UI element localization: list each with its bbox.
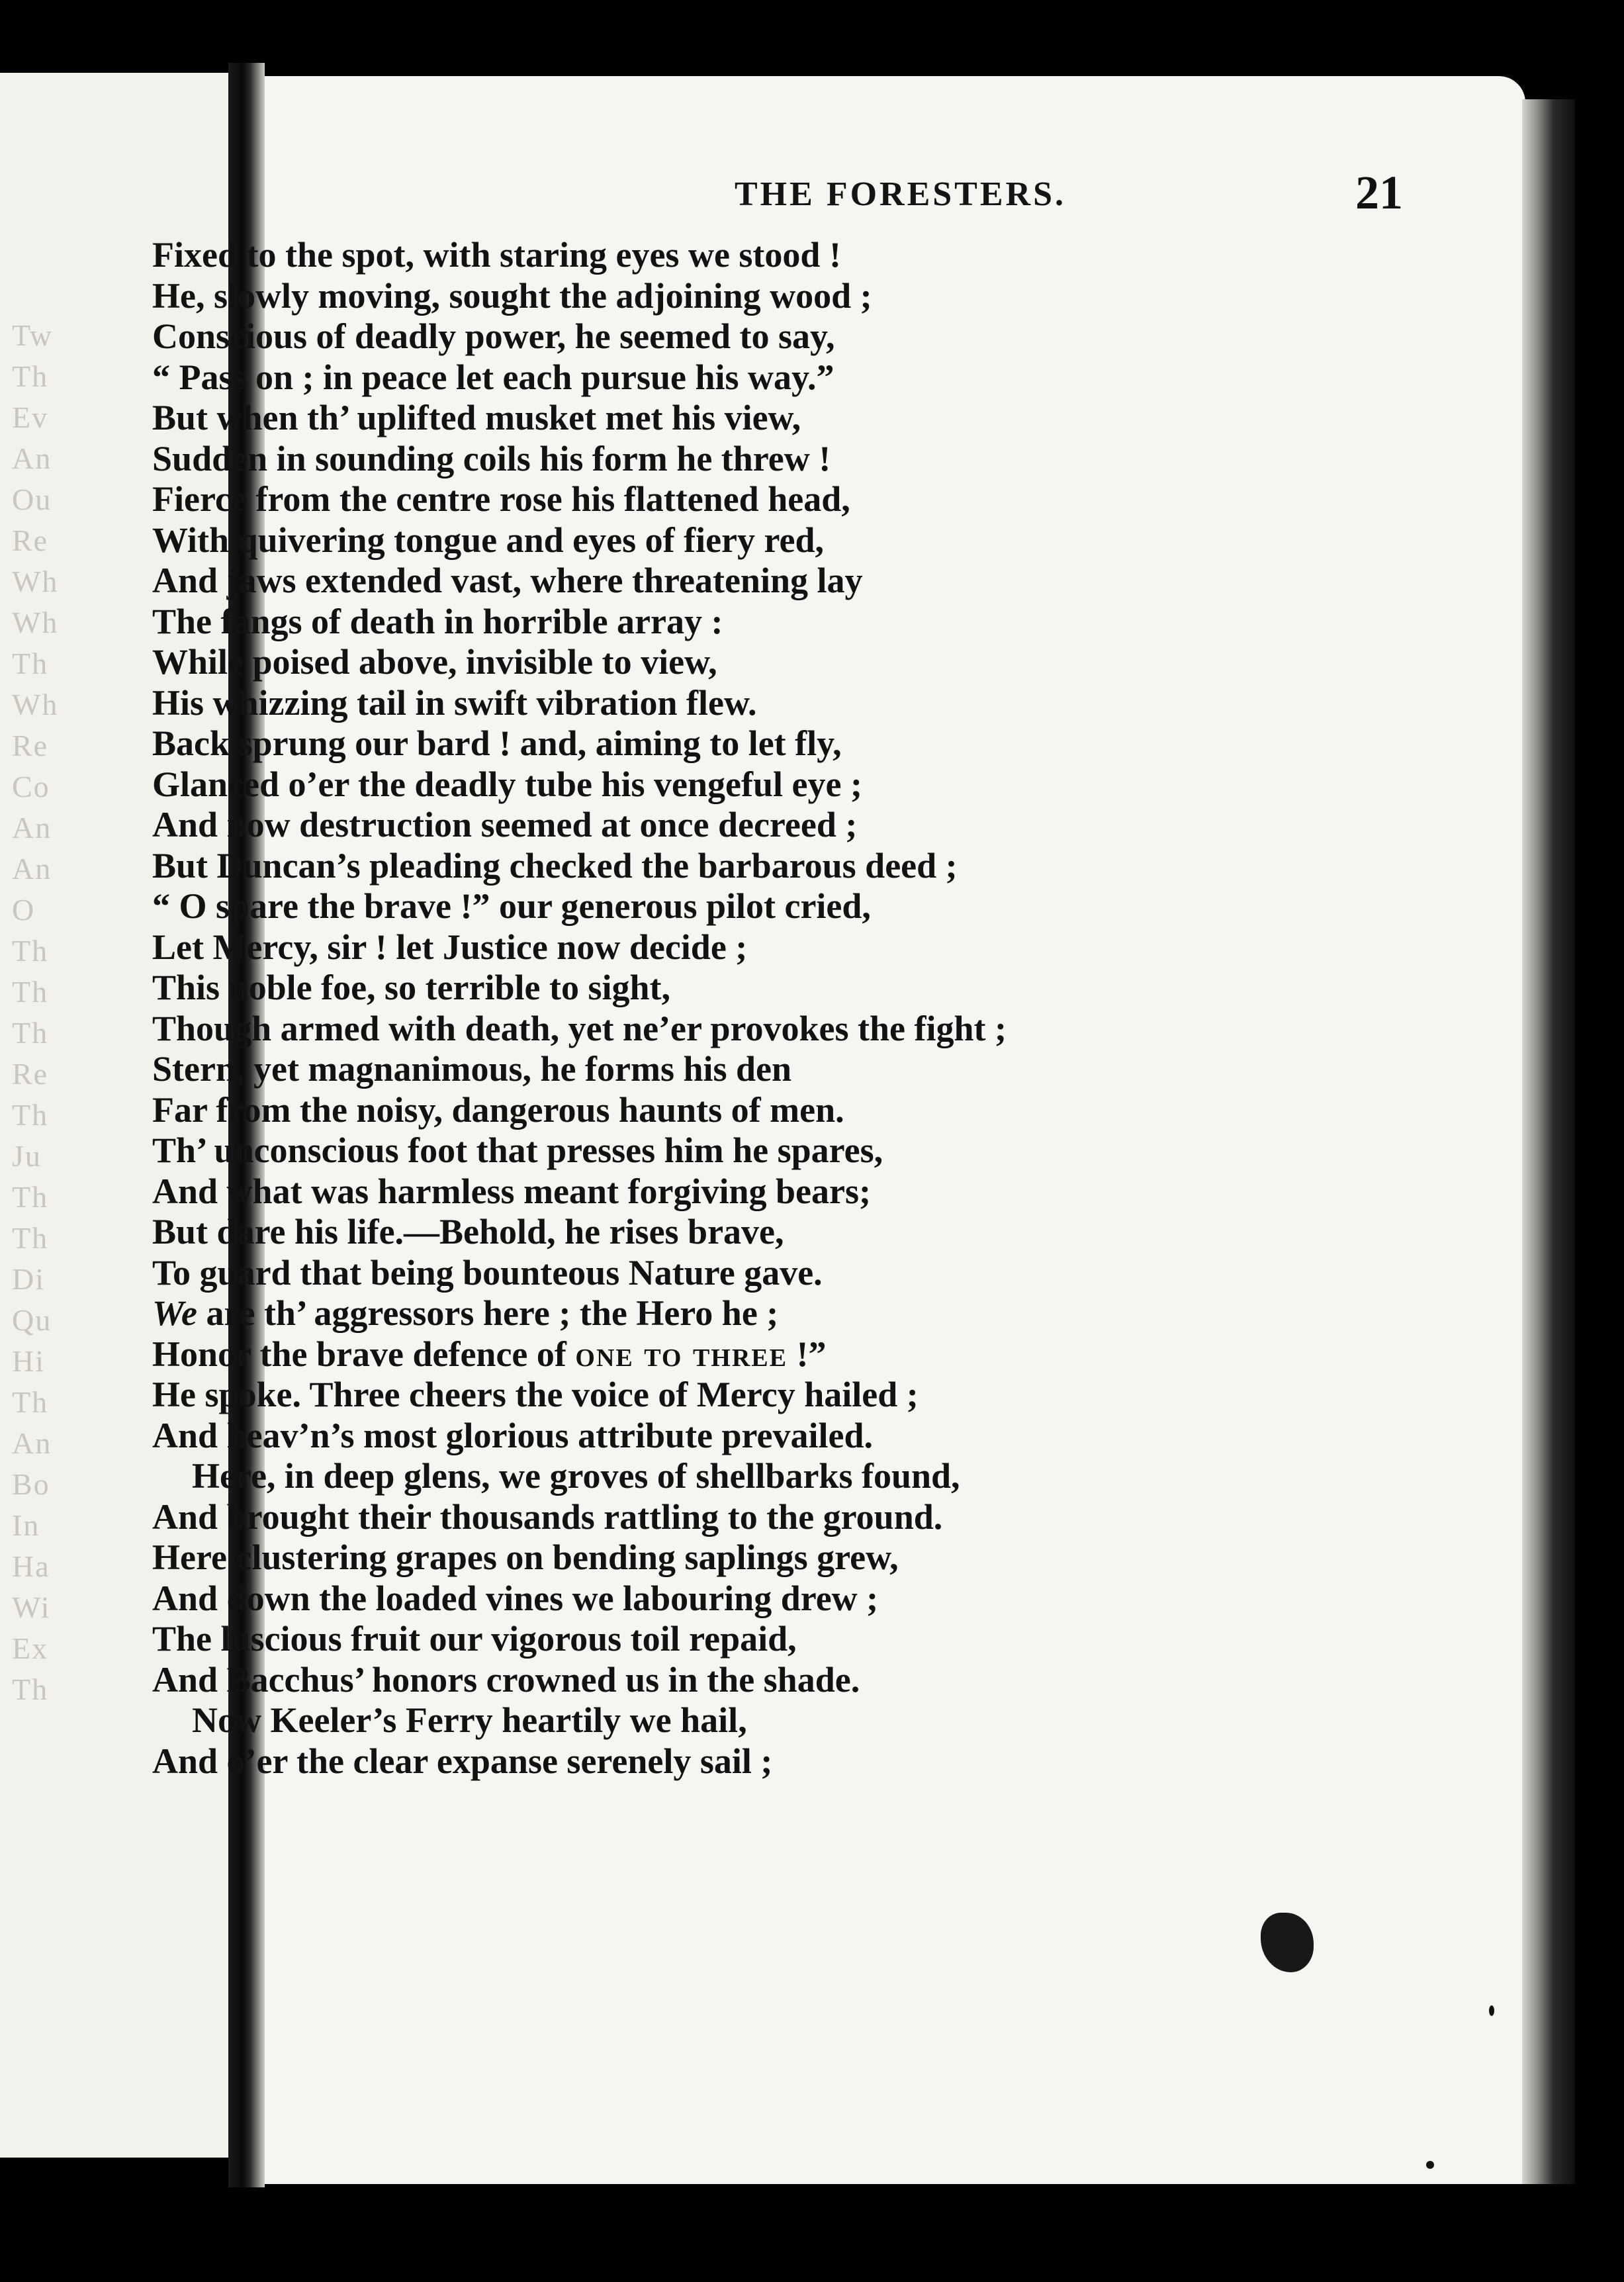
facing-page-fragment: Ex: [12, 1631, 49, 1665]
poem-line: And what was harmless meant forgiving bears;: [152, 1171, 871, 1211]
poem-line: Though armed with death, yet ne’er provokes the fight ;: [152, 1008, 1007, 1048]
facing-page-fragment: Th: [12, 1016, 49, 1050]
facing-page-fragment: Th: [12, 1672, 49, 1706]
italic-word: We: [152, 1293, 197, 1333]
poem-line: And heav’n’s most glorious attribute prevailed.: [152, 1415, 874, 1455]
facing-page-fragment: An: [12, 441, 52, 475]
facing-page-fragment: Wi: [12, 1590, 51, 1624]
facing-page-fragment: An: [12, 852, 52, 886]
facing-page-fragment: Bo: [12, 1467, 50, 1501]
poem-line: He, slowly moving, sought the adjoining wood ;: [152, 275, 872, 316]
poem-line-italic-we: [152, 1293, 1257, 1334]
poem-line: And Bacchus’ honors crowned us in the shade.: [152, 1659, 860, 1700]
poem-line: Back sprung our bard ! and, aiming to let fly,: [152, 723, 842, 763]
line-start: Honor the brave defence of: [152, 1334, 576, 1374]
poem-line: Far from the noisy, dangerous haunts of men.: [152, 1089, 844, 1130]
running-head: [463, 165, 1403, 225]
facing-page-fragment: Di: [12, 1262, 45, 1296]
poem-line: Here, in deep glens, we groves of shellbarks found,: [192, 1456, 960, 1496]
poem-line: While poised above, invisible to view,: [152, 642, 717, 682]
facing-page-fragment: Re: [12, 729, 49, 762]
small-caps-phrase: one to three: [575, 1334, 788, 1374]
facing-page-fragment: An: [12, 811, 52, 844]
line-rest: are th’ aggressors here ; the Hero he ;: [197, 1293, 779, 1333]
ink-speck: [1489, 2005, 1494, 2016]
poem-line: With quivering tongue and eyes of fiery red,: [152, 520, 825, 560]
facing-page-fragment: O: [12, 893, 36, 927]
poem-line: But when th’ uplifted musket met his view,: [152, 398, 801, 437]
page-number: 21: [1355, 166, 1403, 219]
poem-text: [152, 235, 1257, 1782]
poem-line: But Duncan’s pleading checked the barbarous deed ;: [152, 845, 958, 886]
facing-page-fragment: Re: [12, 524, 49, 557]
poem-line: Th’ unconscious foot that presses him he spares,: [152, 1130, 883, 1170]
facing-page-fragment: Tw: [12, 318, 54, 352]
poem-line: Sudden in sounding coils his form he threw !: [152, 438, 831, 479]
poem-line: And brought their thousands rattling to the ground.: [152, 1496, 943, 1537]
poem-line: Let Mercy, sir ! let Justice now decide ;: [152, 927, 748, 967]
poem-line: Fierce from the centre rose his flattened head,: [152, 479, 850, 519]
facing-page-fragment: Ha: [12, 1549, 50, 1583]
poem-line: And jaws extended vast, where threatening lay: [152, 561, 863, 600]
poem-line: To guard that being bounteous Nature gave.: [152, 1252, 823, 1293]
facing-page-fragment: Ev: [12, 400, 49, 434]
poem-line: Here clustering grapes on bending saplings grew,: [152, 1537, 899, 1577]
poem-line: And now destruction seemed at once decreed ;: [152, 805, 858, 844]
poem-line: Fixed to the spot, with staring eyes we stood !: [152, 235, 841, 275]
poem-line: Now Keeler’s Ferry heartily we hail,: [192, 1700, 747, 1740]
facing-page-fragment: Wh: [12, 565, 59, 598]
page-edge: [1522, 99, 1575, 2184]
poem-line: And down the loaded vines we labouring drew ;: [152, 1578, 879, 1618]
poem-line: His whizzing tail in swift vibration flew.: [152, 682, 757, 723]
line-end: !”: [788, 1334, 827, 1374]
facing-page-fragment: Th: [12, 934, 49, 968]
poem-line: This noble foe, so terrible to sight,: [152, 968, 670, 1007]
poem-line: The luscious fruit our vigorous toil repaid,: [152, 1619, 797, 1659]
facing-page-fragment: Ou: [12, 482, 52, 516]
facing-page-fragment: Th: [12, 1098, 49, 1132]
facing-page-fragment: Th: [12, 1221, 49, 1255]
facing-page-fragment: Th: [12, 975, 49, 1009]
facing-page-fragment: Th: [12, 359, 49, 393]
poem-line: Stern, yet magnanimous, he forms his den: [152, 1049, 792, 1089]
running-title: THE FORESTERS.: [735, 175, 1067, 213]
poem-line: “ Pass on ; in peace let each pursue his way.”: [152, 357, 835, 397]
facing-page-fragment: Qu: [12, 1303, 52, 1337]
facing-page-fragment: An: [12, 1426, 52, 1460]
facing-page-fragment: Hi: [12, 1344, 45, 1378]
poem-line: Glanced o’er the deadly tube his vengeful eye ;: [152, 764, 862, 804]
facing-page-fragment: Co: [12, 770, 50, 803]
facing-page-fragment: Re: [12, 1057, 49, 1091]
facing-page-fragment: Wh: [12, 688, 59, 721]
facing-page-fragment: In: [12, 1508, 40, 1542]
poem-line: “ O spare the brave !” our generous pilot cried,: [152, 886, 871, 926]
facing-page-fragment: Wh: [12, 606, 59, 639]
poem-line-small-caps: [152, 1334, 1257, 1375]
poem-line: He spoke. Three cheers the voice of Mercy hailed ;: [152, 1375, 919, 1414]
facing-page-fragment: Th: [12, 647, 49, 680]
poem-line: The fangs of death in horrible array :: [152, 601, 723, 641]
poem-line: Conscious of deadly power, he seemed to say,: [152, 316, 835, 356]
facing-page-fragment: Th: [12, 1385, 49, 1419]
poem-line: And o’er the clear expanse serenely sail ;: [152, 1741, 773, 1781]
poem-line: But dare his life.—Behold, he rises brave,: [152, 1212, 784, 1252]
facing-page-fragment: Ju: [12, 1139, 42, 1173]
ink-speck: [1426, 2161, 1434, 2169]
facing-page-fragment: Th: [12, 1180, 49, 1214]
